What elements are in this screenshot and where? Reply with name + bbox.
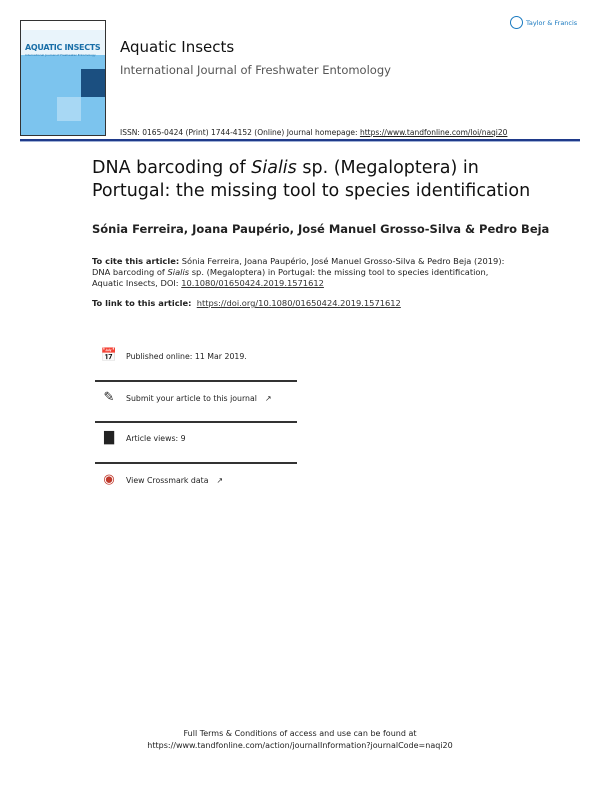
publisher-logo-icon bbox=[510, 16, 523, 29]
article-link-line: To link to this article: https://doi.org/10.1080/01650424.2019.1571612 bbox=[92, 298, 401, 308]
divider bbox=[95, 462, 297, 464]
terms-url[interactable]: https://www.tandfonline.com/action/journalInformation?journalCode=naqi20 bbox=[147, 741, 453, 750]
article-doi-url[interactable]: https://doi.org/10.1080/01650424.2019.1571612 bbox=[196, 298, 401, 308]
footer-terms: Full Terms & Conditions of access and use can be found at https://www.tandfonline.com/action/journalInformation?journalCode=naqi20 bbox=[0, 728, 600, 752]
external-link-icon: ↗ bbox=[264, 393, 272, 403]
published-online-item: 📅 Published online: 11 Mar 2019. bbox=[100, 348, 247, 363]
external-link-icon: ↗ bbox=[216, 475, 224, 485]
publisher-logo: Taylor & Francis bbox=[510, 16, 577, 29]
edit-icon: ✎ bbox=[103, 390, 115, 405]
divider bbox=[95, 421, 297, 423]
journal-cover-image bbox=[20, 20, 106, 136]
crossmark-link[interactable]: ◉ View Crossmark data ↗ bbox=[100, 472, 223, 488]
cover-title: AQUATIC INSECTS bbox=[25, 43, 101, 52]
crossmark-icon: ◉ bbox=[103, 472, 115, 487]
article-views-item: ▇ Article views: 9 bbox=[100, 430, 186, 446]
bar-chart-icon: ▇ bbox=[104, 430, 114, 445]
issn-line: ISSN: 0165-0424 (Print) 1744-4152 (Online) Journal homepage: https://www.tandfonline.com/loi/naqi20 bbox=[120, 128, 508, 137]
article-title: DNA barcoding of Sialis sp. (Megaloptera) in Portugal: the missing tool to species identification bbox=[92, 158, 531, 201]
citation-block: To cite this article: Sónia Ferreira, Joana Paupério, José Manuel Grosso-Silva & Pedro Beja (2019): DNA barcoding of Sialis sp. (Megaloptera) in Portugal: the missing tool to species identification, Aquatic Insects, DOI: 10.1080/01650424.2019.1571612 bbox=[92, 256, 505, 288]
calendar-icon: 📅 bbox=[100, 348, 118, 363]
journal-title: Aquatic Insects bbox=[120, 38, 235, 56]
journal-subtitle: International Journal of Freshwater Entomology bbox=[120, 63, 391, 77]
doi-link[interactable]: 10.1080/01650424.2019.1571612 bbox=[181, 278, 324, 288]
article-authors: Sónia Ferreira, Joana Paupério, José Manuel Grosso-Silva & Pedro Beja bbox=[92, 222, 550, 236]
journal-homepage-link[interactable]: https://www.tandfonline.com/loi/naqi20 bbox=[359, 128, 508, 137]
divider bbox=[95, 380, 297, 382]
submit-article-link[interactable]: ✎ Submit your article to this journal ↗ bbox=[100, 390, 271, 406]
cover-subtitle: International Journal of Freshwater Entomology bbox=[25, 53, 96, 57]
header-divider bbox=[20, 139, 580, 142]
